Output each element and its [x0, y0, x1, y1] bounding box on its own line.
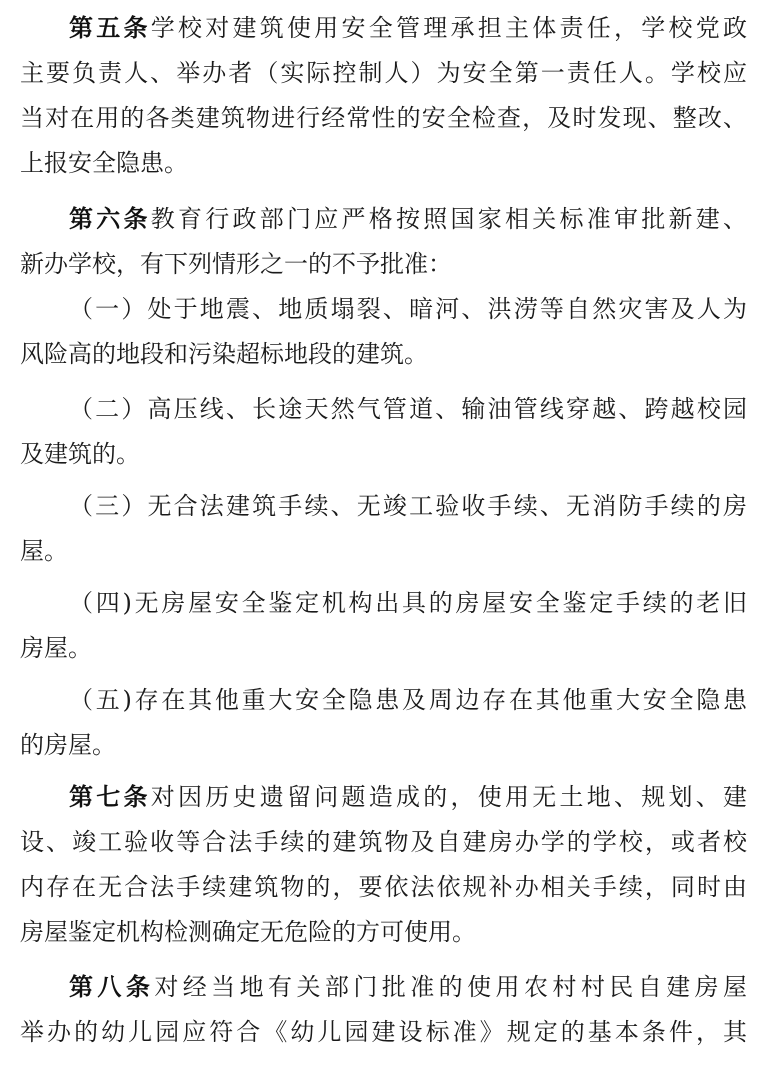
paragraph-line: 内存在无合法手续建筑物的，要依法依规补办相关手续，同时由 — [20, 873, 747, 901]
paragraph-line: 设、竣工验收等合法手续的建筑物及自建房办学的学校，或者校 — [20, 828, 747, 856]
paragraph-line: 新办学校，有下列情形之一的不予批准： — [20, 250, 452, 278]
paragraph-line: 上报安全隐患。 — [20, 149, 188, 177]
list-item-line: （四)无房屋安全鉴定机构出具的房屋安全鉴定手续的老旧 — [69, 589, 747, 617]
list-item-line: （五)存在其他重大安全隐患及周边存在其他重大安全隐患 — [69, 686, 747, 714]
article-text: 学校对建筑使用安全管理承担主体责任，学校党政 — [150, 14, 747, 42]
list-item-line: 屋。 — [20, 537, 68, 565]
article-heading: 第七条 — [69, 783, 151, 811]
paragraph-line — [69, 782, 747, 812]
paragraph-line — [69, 13, 747, 43]
paragraph-line: 举办的幼儿园应符合《幼儿园建设标准》规定的基本条件，其 — [20, 1018, 747, 1046]
list-item-line: 的房屋。 — [20, 731, 116, 759]
article-text: 对因历史遗留问题造成的，使用无土地、规划、建 — [150, 783, 747, 811]
paragraph-line: 当对在用的各类建筑物进行经常性的安全检查，及时发现、整改、 — [20, 104, 747, 132]
paragraph-line — [69, 972, 747, 1002]
article-heading: 第五条 — [69, 14, 151, 42]
article-text: 对经当地有关部门批准的使用农村村民自建房屋 — [154, 973, 748, 1001]
paragraph-line — [69, 204, 747, 234]
article-heading: 第八条 — [69, 973, 155, 1001]
list-item-line: （三）无合法建筑手续、无竣工验收手续、无消防手续的房 — [69, 492, 747, 520]
article-text: 教育行政部门应严格按照国家相关标准审批新建、 — [150, 205, 747, 233]
list-item-line: （二）高压线、长途天然气管道、输油管线穿越、跨越校园 — [69, 395, 747, 423]
list-item-line: 房屋。 — [20, 634, 92, 662]
paragraph-line: 主要负责人、举办者（实际控制人）为安全第一责任人。学校应 — [20, 59, 747, 87]
paragraph-line: 房屋鉴定机构检测确定无危险的方可使用。 — [20, 918, 476, 946]
article-heading: 第六条 — [69, 205, 151, 233]
list-item-line: （一）处于地震、地质塌裂、暗河、洪涝等自然灾害及人为 — [69, 295, 747, 323]
list-item-line: 及建筑的。 — [20, 440, 140, 468]
list-item-line: 风险高的地段和污染超标地段的建筑。 — [20, 340, 428, 368]
